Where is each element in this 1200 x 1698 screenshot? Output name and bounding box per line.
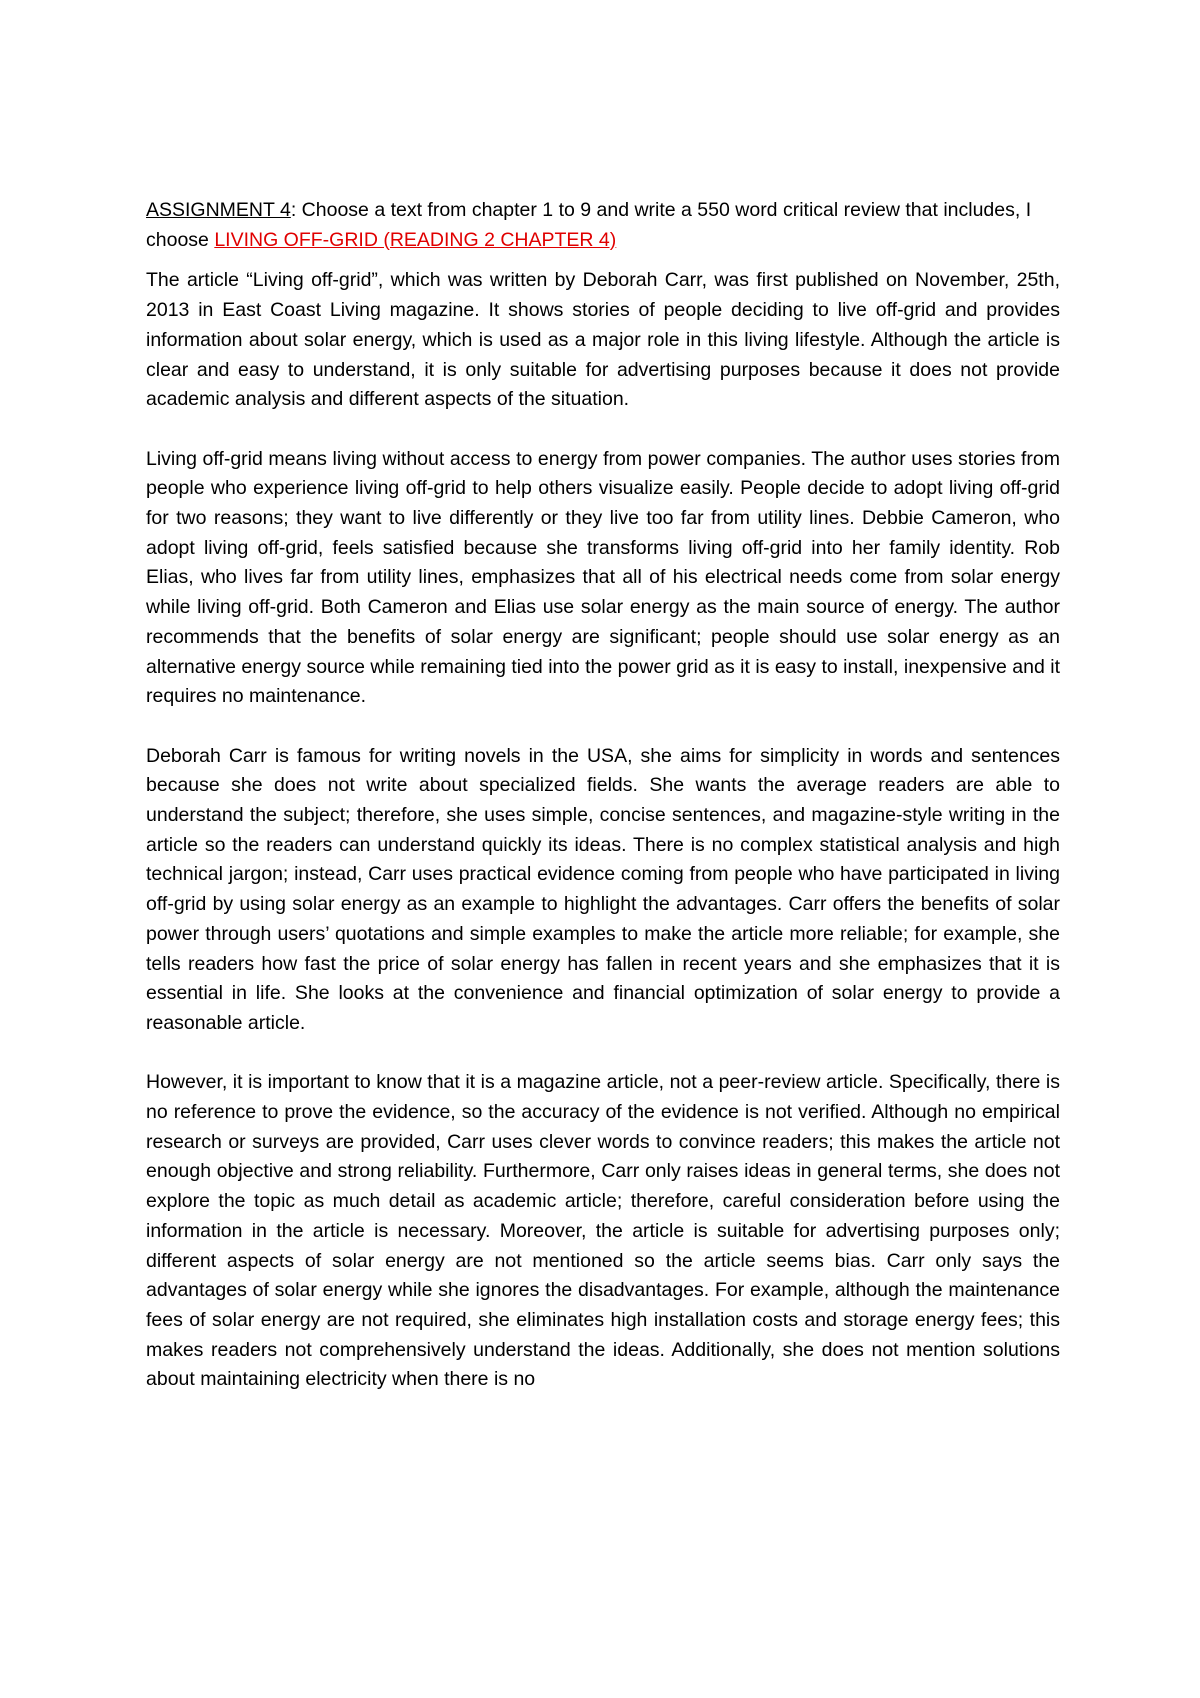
paragraph-author-style: Deborah Carr is famous for writing novels in the USA, she aims for simplicity in words and sentences because she does not write about specialized fields. She wants the average readers are able to understand the subject; therefore, she uses simple, concise sentences, and magazine-style writing in the article so the readers can understand quickly its ideas. There is no complex statistical analysis and high technical jargon; instead, Carr uses practical evidence coming from people who have participated in living off-grid by using solar energy as an example to highlight the advantages. Carr offers the benefits of solar power through users’ quotations and simple examples to make the article more reliable; for example, she tells readers how fast the price of solar energy has fallen in recent years and she emphasizes that it is essential in life. She looks at the convenience and financial optimization of solar energy to provide a reasonable article. bbox=[146, 744, 1060, 1034]
paragraph-summary: Living off-grid means living without access to energy from power companies. The author uses stories from people who experience living off-grid to help others visualize easily. People decide to adopt living off-grid for two reasons; they want to live differently or they live too far from utility lines. Debbie Cameron, who adopt living off-grid, feels satisfied because she transforms living off-grid into her family identity. Rob Elias, who lives far from utility lines, emphasizes that all of his electrical needs come from solar energy while living off-grid. Both Cameron and Elias use solar energy as the main source of energy. The author recommends that the benefits of solar energy are significant; people should use solar energy as an alternative energy source while remaining tied into the power grid as it is easy to install, inexpensive and it requires no maintenance. bbox=[146, 447, 1060, 708]
assignment-colon: : bbox=[290, 199, 297, 221]
assignment-label: ASSIGNMENT 4 bbox=[146, 199, 291, 221]
paragraph-critique: However, it is important to know that it is a magazine article, not a peer-review article. Specifically, there is no reference to prove the evidence, so the accuracy of the evidence is not verified. Although no empirical research or surveys are provided, Carr uses clever words to convince readers; this makes the article not enough objective and strong reliability. Furthermore, Carr only raises ideas in general terms, she does not explore the topic as much detail as academic article; therefore, careful consideration before using the information in the article is necessary. Moreover, the article is suitable for advertising purposes only; different aspects of solar energy are not mentioned so the article seems bias. Carr only says the advantages of solar energy while she ignores the disadvantages. For example, although the maintenance fees of solar energy are not required, she eliminates high installation costs and storage energy fees; this makes readers not comprehensively understand the ideas. Additionally, she does not mention solutions about maintaining electricity when there is no bbox=[146, 1071, 1060, 1391]
chosen-reading: LIVING OFF-GRID (READING 2 CHAPTER 4) bbox=[214, 228, 617, 251]
assignment-instructions: Choose a text from chapter 1 to 9 and write a 550 word critical review that includes, I choose bbox=[146, 199, 1032, 251]
assignment-heading bbox=[146, 196, 1060, 255]
document-body bbox=[146, 196, 1060, 1425]
paragraph-introduction: The article “Living off-grid”, which was written by Deborah Carr, was first published on November, 25th, 2013 in East Coast Living magazine. It shows stories of people deciding to live off-grid and provides information about solar energy, which is used as a major role in this living lifestyle. Although the article is clear and easy to understand, it is only suitable for advertising purposes because it does not provide academic analysis and different aspects of the situation. bbox=[146, 269, 1060, 411]
